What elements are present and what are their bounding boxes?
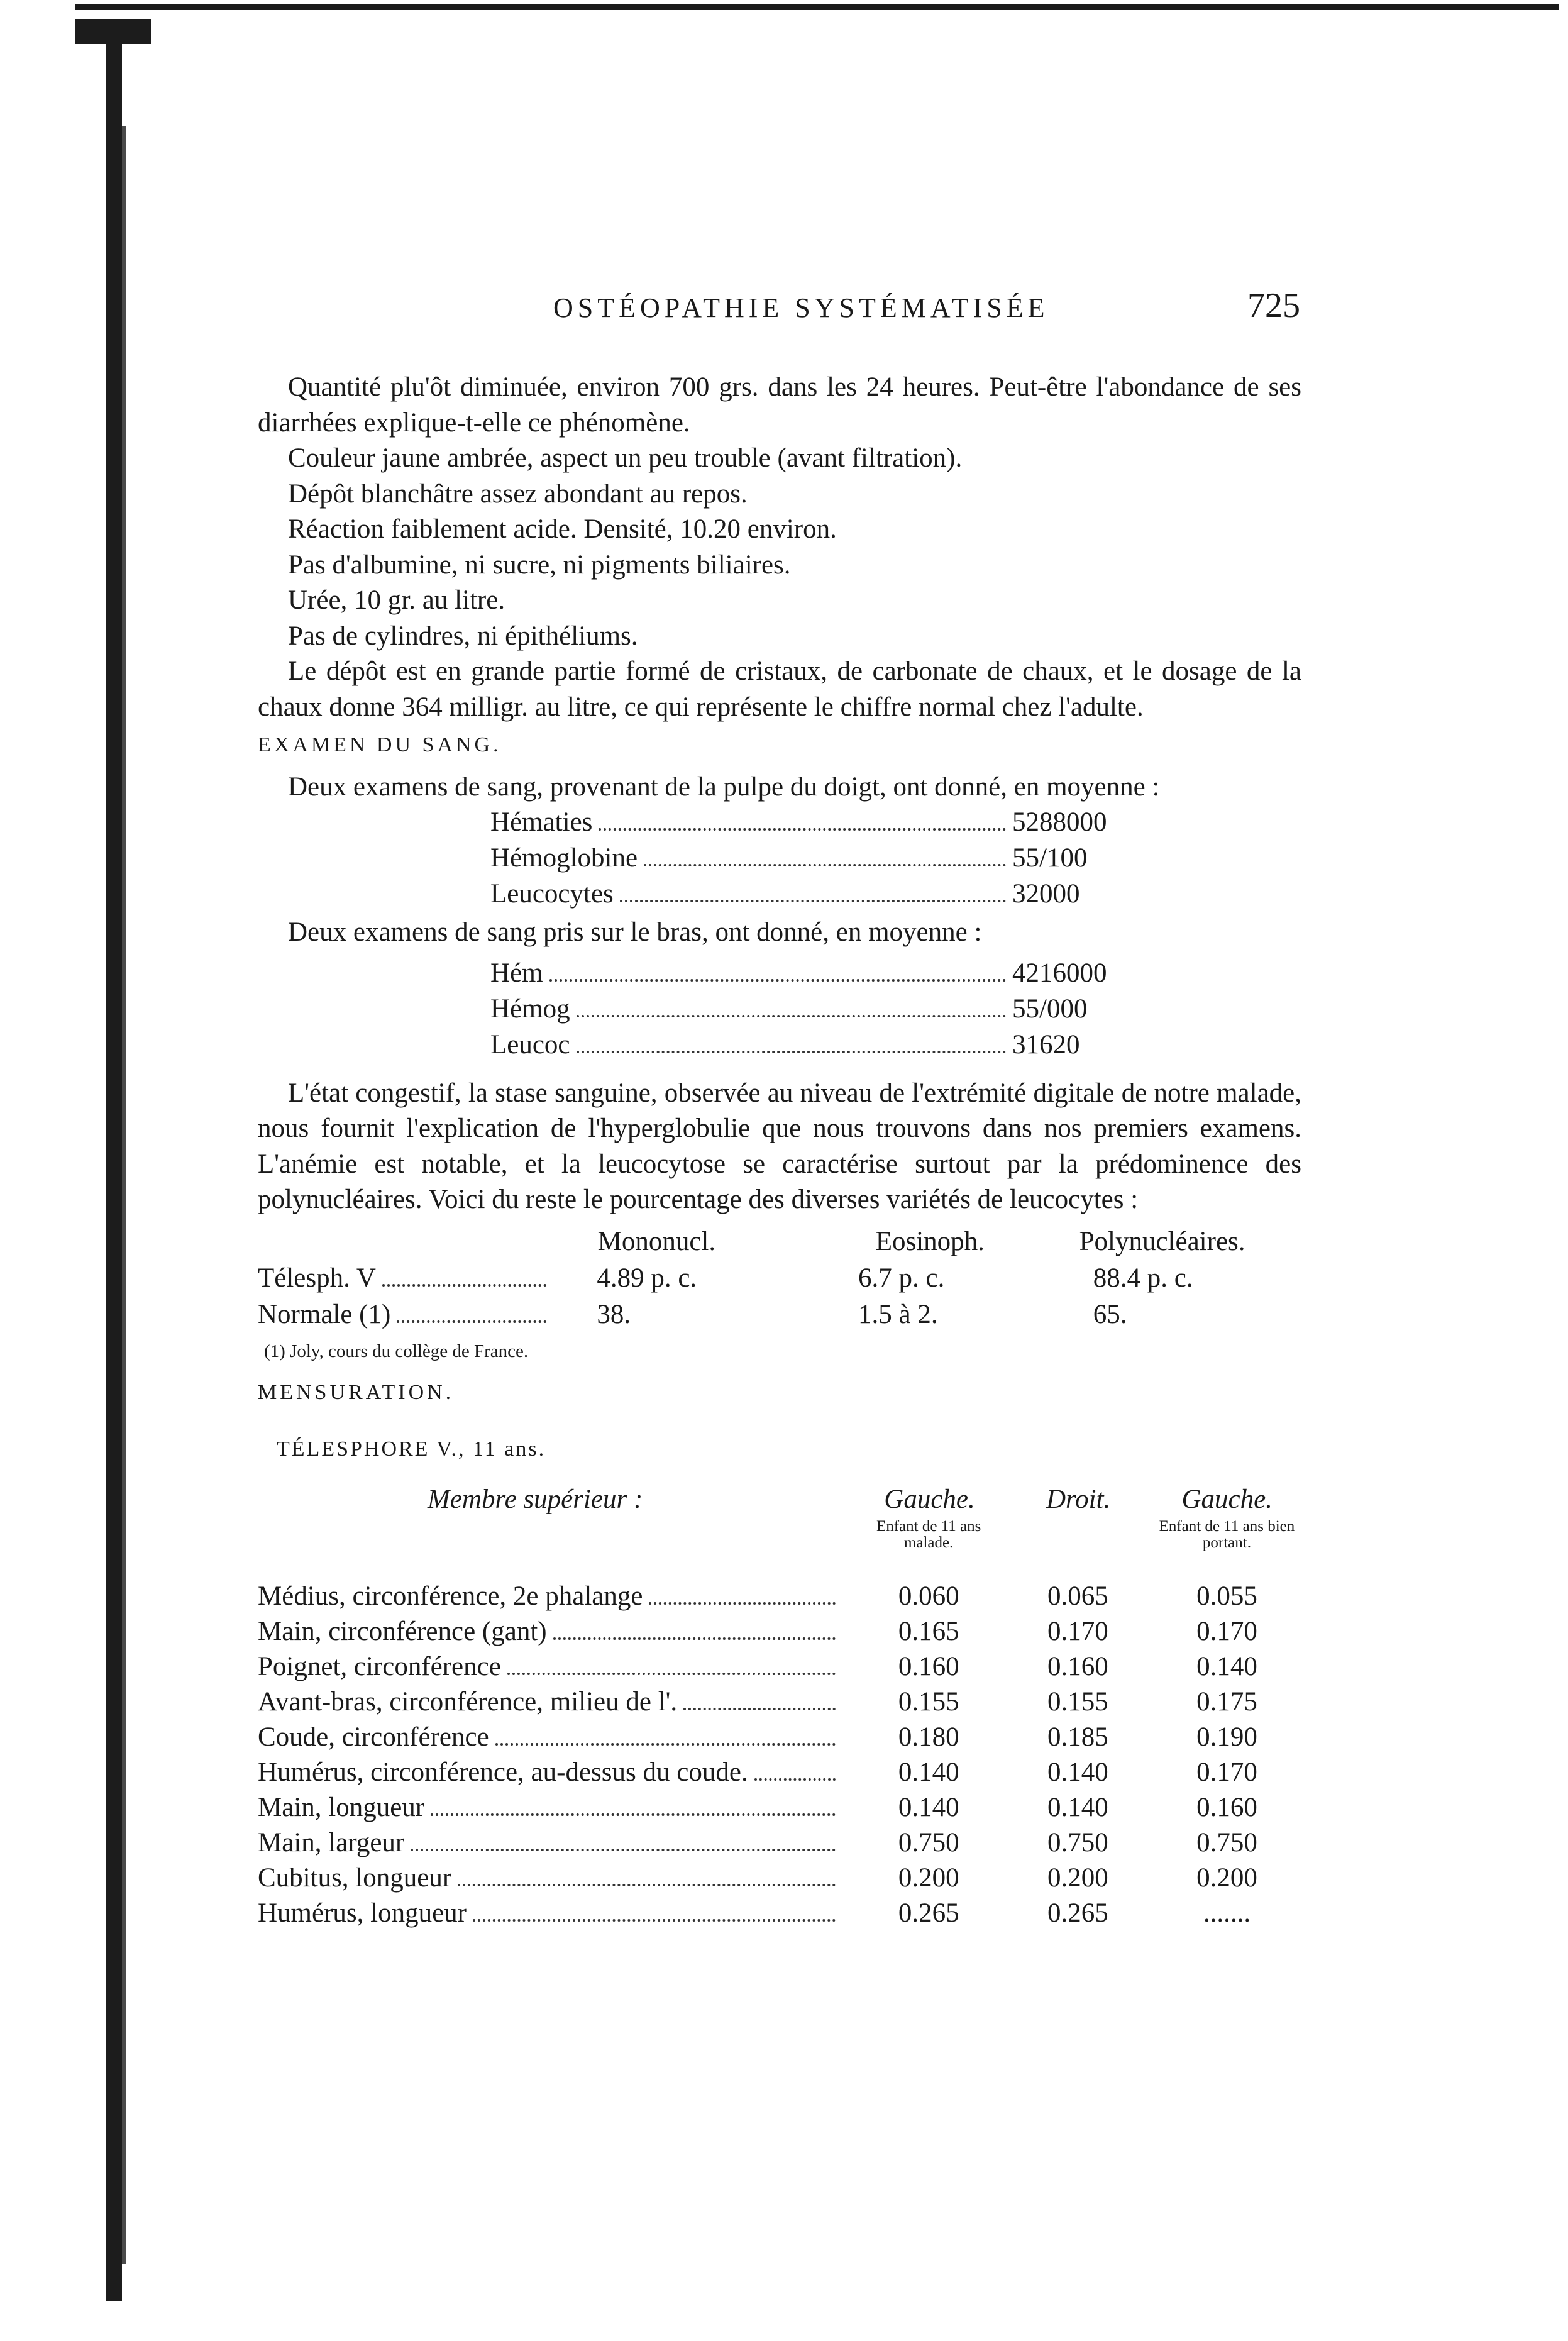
table-cell: 0.160 [1196, 1793, 1257, 1822]
row-label: Main, circonférence (gant) [258, 1617, 547, 1646]
item-value: 5288000 [1012, 807, 1107, 837]
table-row [258, 1614, 1301, 1649]
table-cell: ....... [1203, 1898, 1251, 1928]
list-item [490, 1027, 1119, 1063]
footnote: (1) Joly, cours du collège de France. [264, 1341, 529, 1361]
leader-dots [397, 1320, 546, 1323]
item-label: Hémoglobine [490, 843, 638, 873]
table-cell: 65. [1093, 1299, 1127, 1329]
list-item [490, 841, 1119, 877]
leader-dots [644, 864, 1006, 866]
table-cell: 0.170 [1047, 1617, 1108, 1646]
list-item [490, 877, 1119, 912]
item-value: 55/000 [1012, 993, 1088, 1024]
leader-dots [577, 1015, 1006, 1017]
paragraph: Le dépôt est en grande partie formé de cristaux, de carbonate de chaux, et le dosage de la chaux donne 364 milligr. au litre, ce qui représente le chiffre normal chez l'adulte. [258, 656, 1301, 722]
paragraph: Réaction faiblement acide. Densité, 10.20 environ. [288, 514, 837, 544]
table-row [258, 1685, 1301, 1720]
list-item [490, 805, 1119, 841]
paragraph: Dépôt blanchâtre assez abondant au repos. [288, 479, 748, 509]
paragraph: Deux examens de sang, provenant de la pulpe du doigt, ont donné, en moyenne : [288, 772, 1160, 802]
table-cell: 0.200 [1047, 1863, 1108, 1893]
table-cell: 1.5 à 2. [858, 1299, 938, 1329]
table-cell: 0.160 [898, 1652, 959, 1681]
paragraph: L'état congestif, la stase sanguine, observée au niveau de l'extrémité digitale de notre malade, nous fournit l'explication de l'hyperglobulie que nous trouvons dans nos premiers examens. L'anémie est notable, et la leucocytose se caractérise surtout par la prédominence des polynucléaires. Voici du reste le pourcentage des diverses variétés de leucocytes : [258, 1078, 1301, 1214]
leader-dots [473, 1919, 836, 1922]
leader-dots [683, 1708, 836, 1710]
table-cell: 0.190 [1196, 1722, 1257, 1752]
body-text [258, 370, 1301, 1931]
column-header: Droit. [1046, 1485, 1111, 1514]
leader-dots [649, 1602, 835, 1605]
paragraph: Pas de cylindres, ni épithéliums. [288, 621, 638, 651]
row-label: Télesph. V [258, 1263, 376, 1293]
section-label: Membre supérieur : [428, 1485, 643, 1514]
item-value: 31620 [1012, 1029, 1080, 1060]
leader-dots [553, 1637, 836, 1640]
running-title: OSTÉOPATHIE SYSTÉMATISÉE [553, 292, 1049, 323]
item-label: Hématies [490, 807, 593, 837]
page-number: 725 [1247, 286, 1300, 325]
leader-dots [411, 1849, 835, 1851]
item-label: Leucocytes [490, 879, 614, 909]
table-row [258, 1261, 1301, 1297]
row-label: Main, largeur [258, 1828, 405, 1857]
mensuration-header-row [258, 1482, 1301, 1519]
column-note [1003, 1519, 1152, 1579]
table-cell: 0.750 [1047, 1828, 1108, 1857]
list-item [490, 956, 1119, 992]
leader-dots [507, 1673, 836, 1675]
table-row [258, 1297, 1301, 1334]
table-cell: 0.265 [898, 1898, 959, 1928]
leader-dots [599, 828, 1006, 831]
table-cell: 0.750 [1196, 1828, 1257, 1857]
table-cell: 0.180 [898, 1722, 959, 1752]
row-label: Poignet, circonférence [258, 1652, 501, 1681]
item-label: Hémog [490, 993, 570, 1024]
mensuration-subheader-row [258, 1519, 1301, 1579]
list-item [490, 992, 1119, 1027]
section-heading-blood: EXAMEN DU SANG. [258, 733, 502, 756]
table-row [258, 1720, 1301, 1755]
table-cell: 6.7 p. c. [858, 1263, 945, 1293]
row-label: Avant-bras, circonférence, milieu de l'. [258, 1687, 678, 1717]
column-header: Gauche. [884, 1485, 975, 1514]
blood-list-arm [490, 956, 1119, 1063]
paragraph: Pas d'albumine, ni sucre, ni pigments biliaires. [288, 550, 791, 580]
table-cell: 0.155 [898, 1687, 959, 1717]
table-cell: 0.060 [898, 1581, 959, 1611]
table-cell: 0.055 [1196, 1581, 1257, 1611]
table-row [258, 1579, 1301, 1614]
table-cell: 38. [597, 1299, 631, 1329]
table-cell: 0.175 [1196, 1687, 1257, 1717]
row-label: Normale (1) [258, 1299, 391, 1329]
section-heading-mensuration: MENSURATION. [258, 1380, 455, 1404]
table-cell: 4.89 p. c. [597, 1263, 697, 1293]
table-cell: 0.200 [1196, 1863, 1257, 1893]
item-label: Hém [490, 958, 543, 988]
table-cell: 0.200 [898, 1863, 959, 1893]
table-cell: 0.065 [1047, 1581, 1108, 1611]
column-header: Eosinoph. [875, 1226, 985, 1256]
table-row [258, 1649, 1301, 1685]
table-cell: 88.4 p. c. [1093, 1263, 1193, 1293]
table-row [258, 1896, 1301, 1931]
table-header-row [258, 1224, 1301, 1261]
leader-dots [382, 1284, 546, 1287]
row-label: Humérus, circonférence, au-dessus du coude. [258, 1757, 748, 1787]
subject-line: TÉLESPHORE V., 11 ans. [277, 1437, 546, 1461]
table-cell: 0.160 [1047, 1652, 1108, 1681]
leader-dots [754, 1778, 836, 1781]
table-cell: 0.140 [1196, 1652, 1257, 1681]
table-cell: 0.750 [898, 1828, 959, 1857]
column-header: Mononucl. [597, 1226, 716, 1256]
row-label: Main, longueur [258, 1793, 425, 1822]
leader-dots [495, 1743, 836, 1746]
row-label: Médius, circonférence, 2e phalange [258, 1581, 643, 1611]
table-cell: 0.140 [898, 1757, 959, 1787]
paragraph: Deux examens de sang pris sur le bras, ont donné, en moyenne : [288, 917, 982, 947]
table-cell: 0.155 [1047, 1687, 1108, 1717]
table-cell: 0.140 [898, 1793, 959, 1822]
paragraph: Couleur jaune ambrée, aspect un peu trouble (avant filtration). [288, 443, 963, 473]
row-label: Cubitus, longueur [258, 1863, 452, 1893]
table-cell: 0.170 [1196, 1617, 1257, 1646]
row-label: Humérus, longueur [258, 1898, 467, 1928]
column-header: Polynucléaires. [1079, 1226, 1245, 1256]
paragraph: Urée, 10 gr. au litre. [288, 585, 505, 615]
table-cell: 0.185 [1047, 1722, 1108, 1752]
item-label: Leucoc [490, 1029, 570, 1060]
blood-list-finger [490, 805, 1119, 912]
item-value: 4216000 [1012, 958, 1107, 988]
table-row [258, 1861, 1301, 1896]
leukocyte-table [258, 1224, 1301, 1371]
table-cell: 0.140 [1047, 1793, 1108, 1822]
table-cell: 0.170 [1196, 1757, 1257, 1787]
column-header: Gauche. [1181, 1485, 1273, 1514]
leader-dots [458, 1884, 836, 1886]
leader-dots [620, 900, 1006, 902]
table-row [258, 1755, 1301, 1790]
table-cell: 0.265 [1047, 1898, 1108, 1928]
column-note: Enfant de 11 ans malade. [876, 1518, 981, 1551]
leader-dots [577, 1051, 1006, 1053]
table-row [258, 1825, 1301, 1861]
mensuration-table [258, 1579, 1301, 1931]
row-label: Coude, circonférence [258, 1722, 489, 1752]
leader-dots [431, 1813, 836, 1816]
table-cell: 0.165 [898, 1617, 959, 1646]
paragraph: Quantité plu'ôt diminuée, environ 700 grs. dans les 24 heures. Peut-être l'abondance de ses diarrhées explique-t-elle ce phénomène. [258, 372, 1301, 438]
table-row [258, 1790, 1301, 1825]
leader-dots [549, 979, 1006, 982]
item-value: 32000 [1012, 879, 1080, 909]
table-cell: 0.140 [1047, 1757, 1108, 1787]
column-note: Enfant de 11 ans bien portant. [1159, 1518, 1295, 1551]
item-value: 55/100 [1012, 843, 1088, 873]
